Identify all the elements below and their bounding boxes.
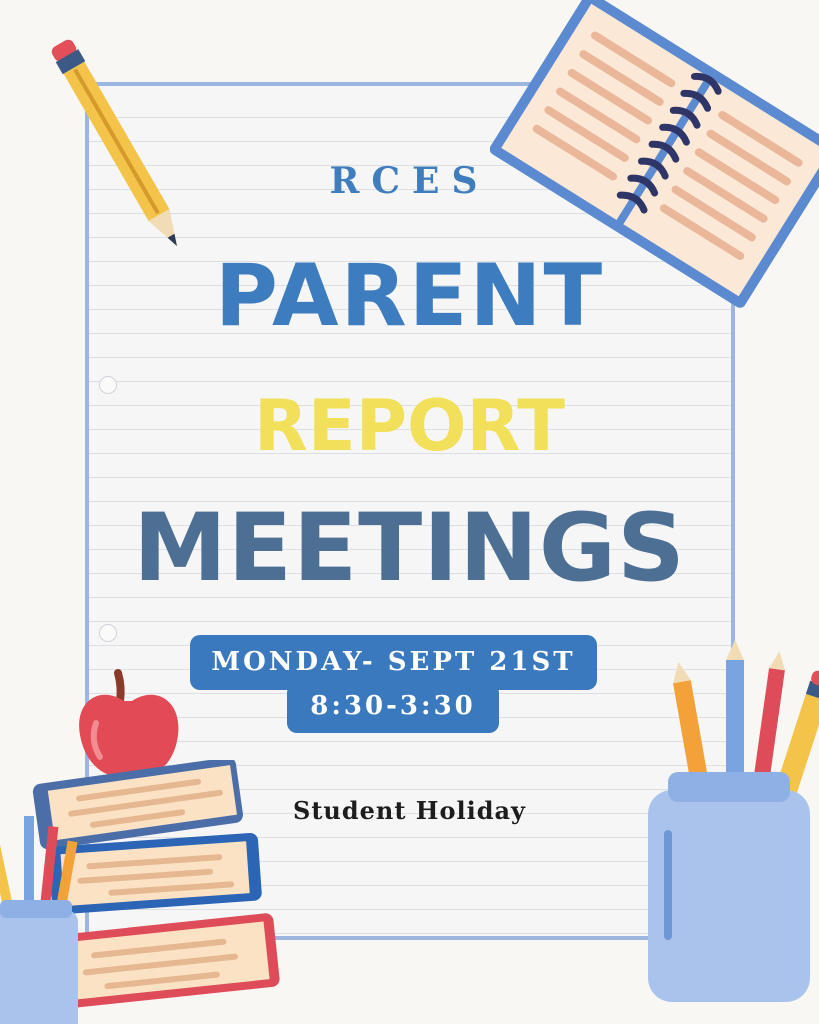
title-line-2: REPORT <box>253 385 566 467</box>
date-badge <box>190 635 597 690</box>
title-line-1: PARENT <box>214 246 605 346</box>
date-text: MONDAY- SEPT 21ST <box>211 647 576 677</box>
holiday-note: Student Holiday <box>292 796 526 825</box>
pencil-icon <box>40 35 200 275</box>
binder-hole <box>99 624 117 642</box>
title-line-3: MEETINGS <box>133 494 686 603</box>
time-badge <box>287 683 499 733</box>
school-name: RCES <box>329 160 490 202</box>
pencil-cup-icon <box>640 640 819 1024</box>
time-text: 8:30-3:30 <box>310 691 476 721</box>
